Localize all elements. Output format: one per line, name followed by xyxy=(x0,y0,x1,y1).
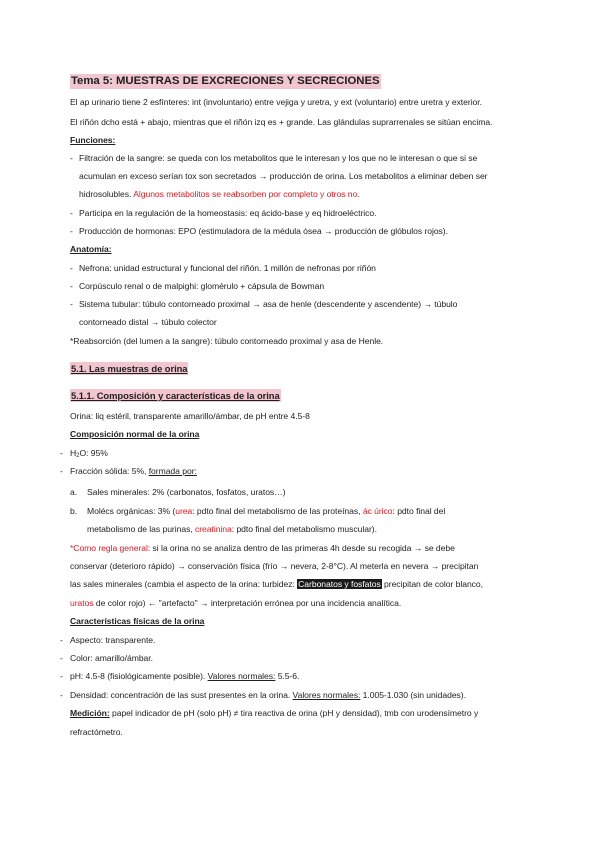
moleculas-organicas-line-1 xyxy=(87,505,445,517)
h2o-rest: O: 95% xyxy=(79,448,108,458)
regla-text-4: de color rojo) ← "artefacto" → interpretación errónea por una incidencia analítica. xyxy=(93,598,402,608)
bullet-marker: - xyxy=(60,448,63,458)
regla-general-line-1 xyxy=(70,542,455,554)
fraccion-underlined: formada por: xyxy=(148,466,197,476)
ph-text: pH: 4.5-8 (fisiológicamente posible). xyxy=(70,671,208,681)
acido-urico-term: ác úrico xyxy=(362,506,393,516)
caracteristicas-heading: Características físicas de la orina xyxy=(70,616,205,626)
molec-text-3: : pdto final del xyxy=(392,506,446,516)
bullet-marker: - xyxy=(70,208,73,218)
funciones-item-1-line-3 xyxy=(79,188,360,200)
bullet-marker: - xyxy=(70,299,73,309)
regla-general-line-4 xyxy=(70,597,401,609)
funciones-heading: Funciones: xyxy=(70,135,116,145)
densidad-text: Densidad: concentración de las sust presentes en la orina. xyxy=(70,690,293,700)
regla-text-3b: precipitan de color blanco, xyxy=(381,579,483,589)
regla-general-line-2: conservar (deterioro rápido) → conservación física (frío → nevera, 2-8°C). Al meterla en nevera → precipitan xyxy=(70,561,479,571)
bullet-marker: - xyxy=(60,671,63,681)
page-title: Tema 5: MUESTRAS DE EXCRECIONES Y SECRECIONES xyxy=(71,75,380,87)
composicion-heading: Composición normal de la orina xyxy=(70,429,200,439)
medicion-text: papel indicador de pH (solo pH) ≠ tira reactiva de orina (pH y densidad), tmb con urodensímetro y xyxy=(109,708,479,718)
funciones-item-1-line-1: Filtración de la sangre: se queda con los metabolitos que le interesan y los que no le interesan o que si se xyxy=(79,153,478,163)
funciones-item-2: Participa en la regulación de la homeostasis: eq ácido-base y eq hidroeléctrico. xyxy=(79,208,377,218)
orina-definition: Orina: liq estéril, transparente amarillo/ámbar, de pH entre 4.5-8 xyxy=(70,411,310,421)
bullet-marker: - xyxy=(70,263,73,273)
medicion-label: Medición: xyxy=(70,708,110,718)
composicion-agua xyxy=(70,447,108,459)
bullet-marker: - xyxy=(60,690,63,700)
urea-term: urea xyxy=(175,506,193,516)
anatomia-item-3-line-1: Sistema tubular: túbulo contorneado proximal → asa de henle (descendente y ascendente) → túbulo xyxy=(79,299,458,309)
densidad-valores: 1.005-1.030 (sin unidades). xyxy=(360,690,466,700)
list-label-a: a. xyxy=(70,487,78,497)
funciones-item-1-red-note: Algunos metabolitos se reabsorben por completo y otros no. xyxy=(131,189,360,199)
caracteristica-aspecto: Aspecto: transparente. xyxy=(70,635,156,645)
moleculas-organicas-line-2 xyxy=(87,523,377,535)
molec-text-5: : pdto final del metabolismo muscular). xyxy=(231,524,377,534)
bullet-marker: - xyxy=(60,635,63,645)
anatomia-item-1: Nefrona: unidad estructural y funcional del riñón. 1 millón de nefronas por riñón xyxy=(79,263,376,273)
carbonatos-fosfatos-highlight: Carbonatos y fosfatos xyxy=(298,579,381,589)
ph-valores: 5.5-6. xyxy=(275,671,300,681)
section-5-1-1-heading: 5.1.1. Composición y características de la orina xyxy=(71,390,280,401)
h2o-sub: 2 xyxy=(76,453,80,459)
medicion-line-2: refractómetro. xyxy=(70,727,123,737)
list-label-b: b. xyxy=(70,506,78,516)
anatomia-note: *Reabsorción (del lumen a la sangre): túbulo contorneado proximal y asa de Henle. xyxy=(70,336,384,346)
sales-minerales: Sales minerales: 2% (carbonatos, fosfatos, uratos…) xyxy=(87,487,286,497)
h2o-h: H xyxy=(70,448,77,458)
funciones-item-3: Producción de hormonas: EPO (estimuladora de la médula ósea → producción de glóbulos rojos). xyxy=(79,226,448,236)
bullet-marker: - xyxy=(70,226,73,236)
molec-text-4: metabolismo de las purinas, xyxy=(87,524,195,534)
fraccion-text: Fracción sólida: 5%, xyxy=(70,466,149,476)
bullet-marker: - xyxy=(70,153,73,163)
section-5-1-heading: 5.1. Las muestras de orina xyxy=(71,363,188,374)
intro-line-1: El ap urinario tiene 2 esfínteres: int (involuntario) entre vejiga y uretra, y ext (voluntario) entre uretra y exterior. xyxy=(70,97,482,107)
funciones-item-1-text: hidrosolubles. xyxy=(79,189,132,199)
anatomia-item-2: Corpúsculo renal o de malpighi: glomérulo + cápsula de Bowman xyxy=(79,281,325,291)
bullet-marker: - xyxy=(60,653,63,663)
funciones-item-1-line-2: acumulan en exceso serían tox son secretados → producción de orina. Los metabolitos a eliminar deben ser xyxy=(79,171,488,181)
molec-text-2: : pdto final del metabolismo de las proteínas, xyxy=(192,506,363,516)
uratos-term: uratos xyxy=(70,598,94,608)
ph-valores-label: Valores normales: xyxy=(207,671,276,681)
regla-general-label: *Como regla general xyxy=(70,543,148,553)
bullet-marker: - xyxy=(70,281,73,291)
anatomia-item-3-line-2: contorneado distal → túbulo colector xyxy=(79,317,217,327)
molec-text: Molécs orgánicas: 3% ( xyxy=(87,506,176,516)
composicion-fraccion-solida xyxy=(70,465,197,477)
bullet-marker: - xyxy=(60,466,63,476)
caracteristica-densidad xyxy=(70,689,466,701)
densidad-valores-label: Valores normales: xyxy=(292,690,361,700)
regla-general-text: : si la orina no se analiza dentro de las primeras 4h desde su recogida → se debe xyxy=(147,543,455,553)
caracteristica-color: Color: amarillo/ámbar. xyxy=(70,653,153,663)
anatomia-heading: Anatomía: xyxy=(70,244,112,254)
regla-text-3: las sales minerales (cambia el aspecto de la orina: turbidez: xyxy=(70,579,298,589)
creatinina-term: creatinina xyxy=(195,524,232,534)
medicion-line-1 xyxy=(70,707,478,719)
intro-line-2: El riñón dcho está + abajo, mientras que el riñón izq es + grande. Las glándulas suprarrenales se sitúan encima. xyxy=(70,117,493,127)
caracteristica-ph xyxy=(70,670,299,682)
regla-general-line-3 xyxy=(70,578,483,590)
